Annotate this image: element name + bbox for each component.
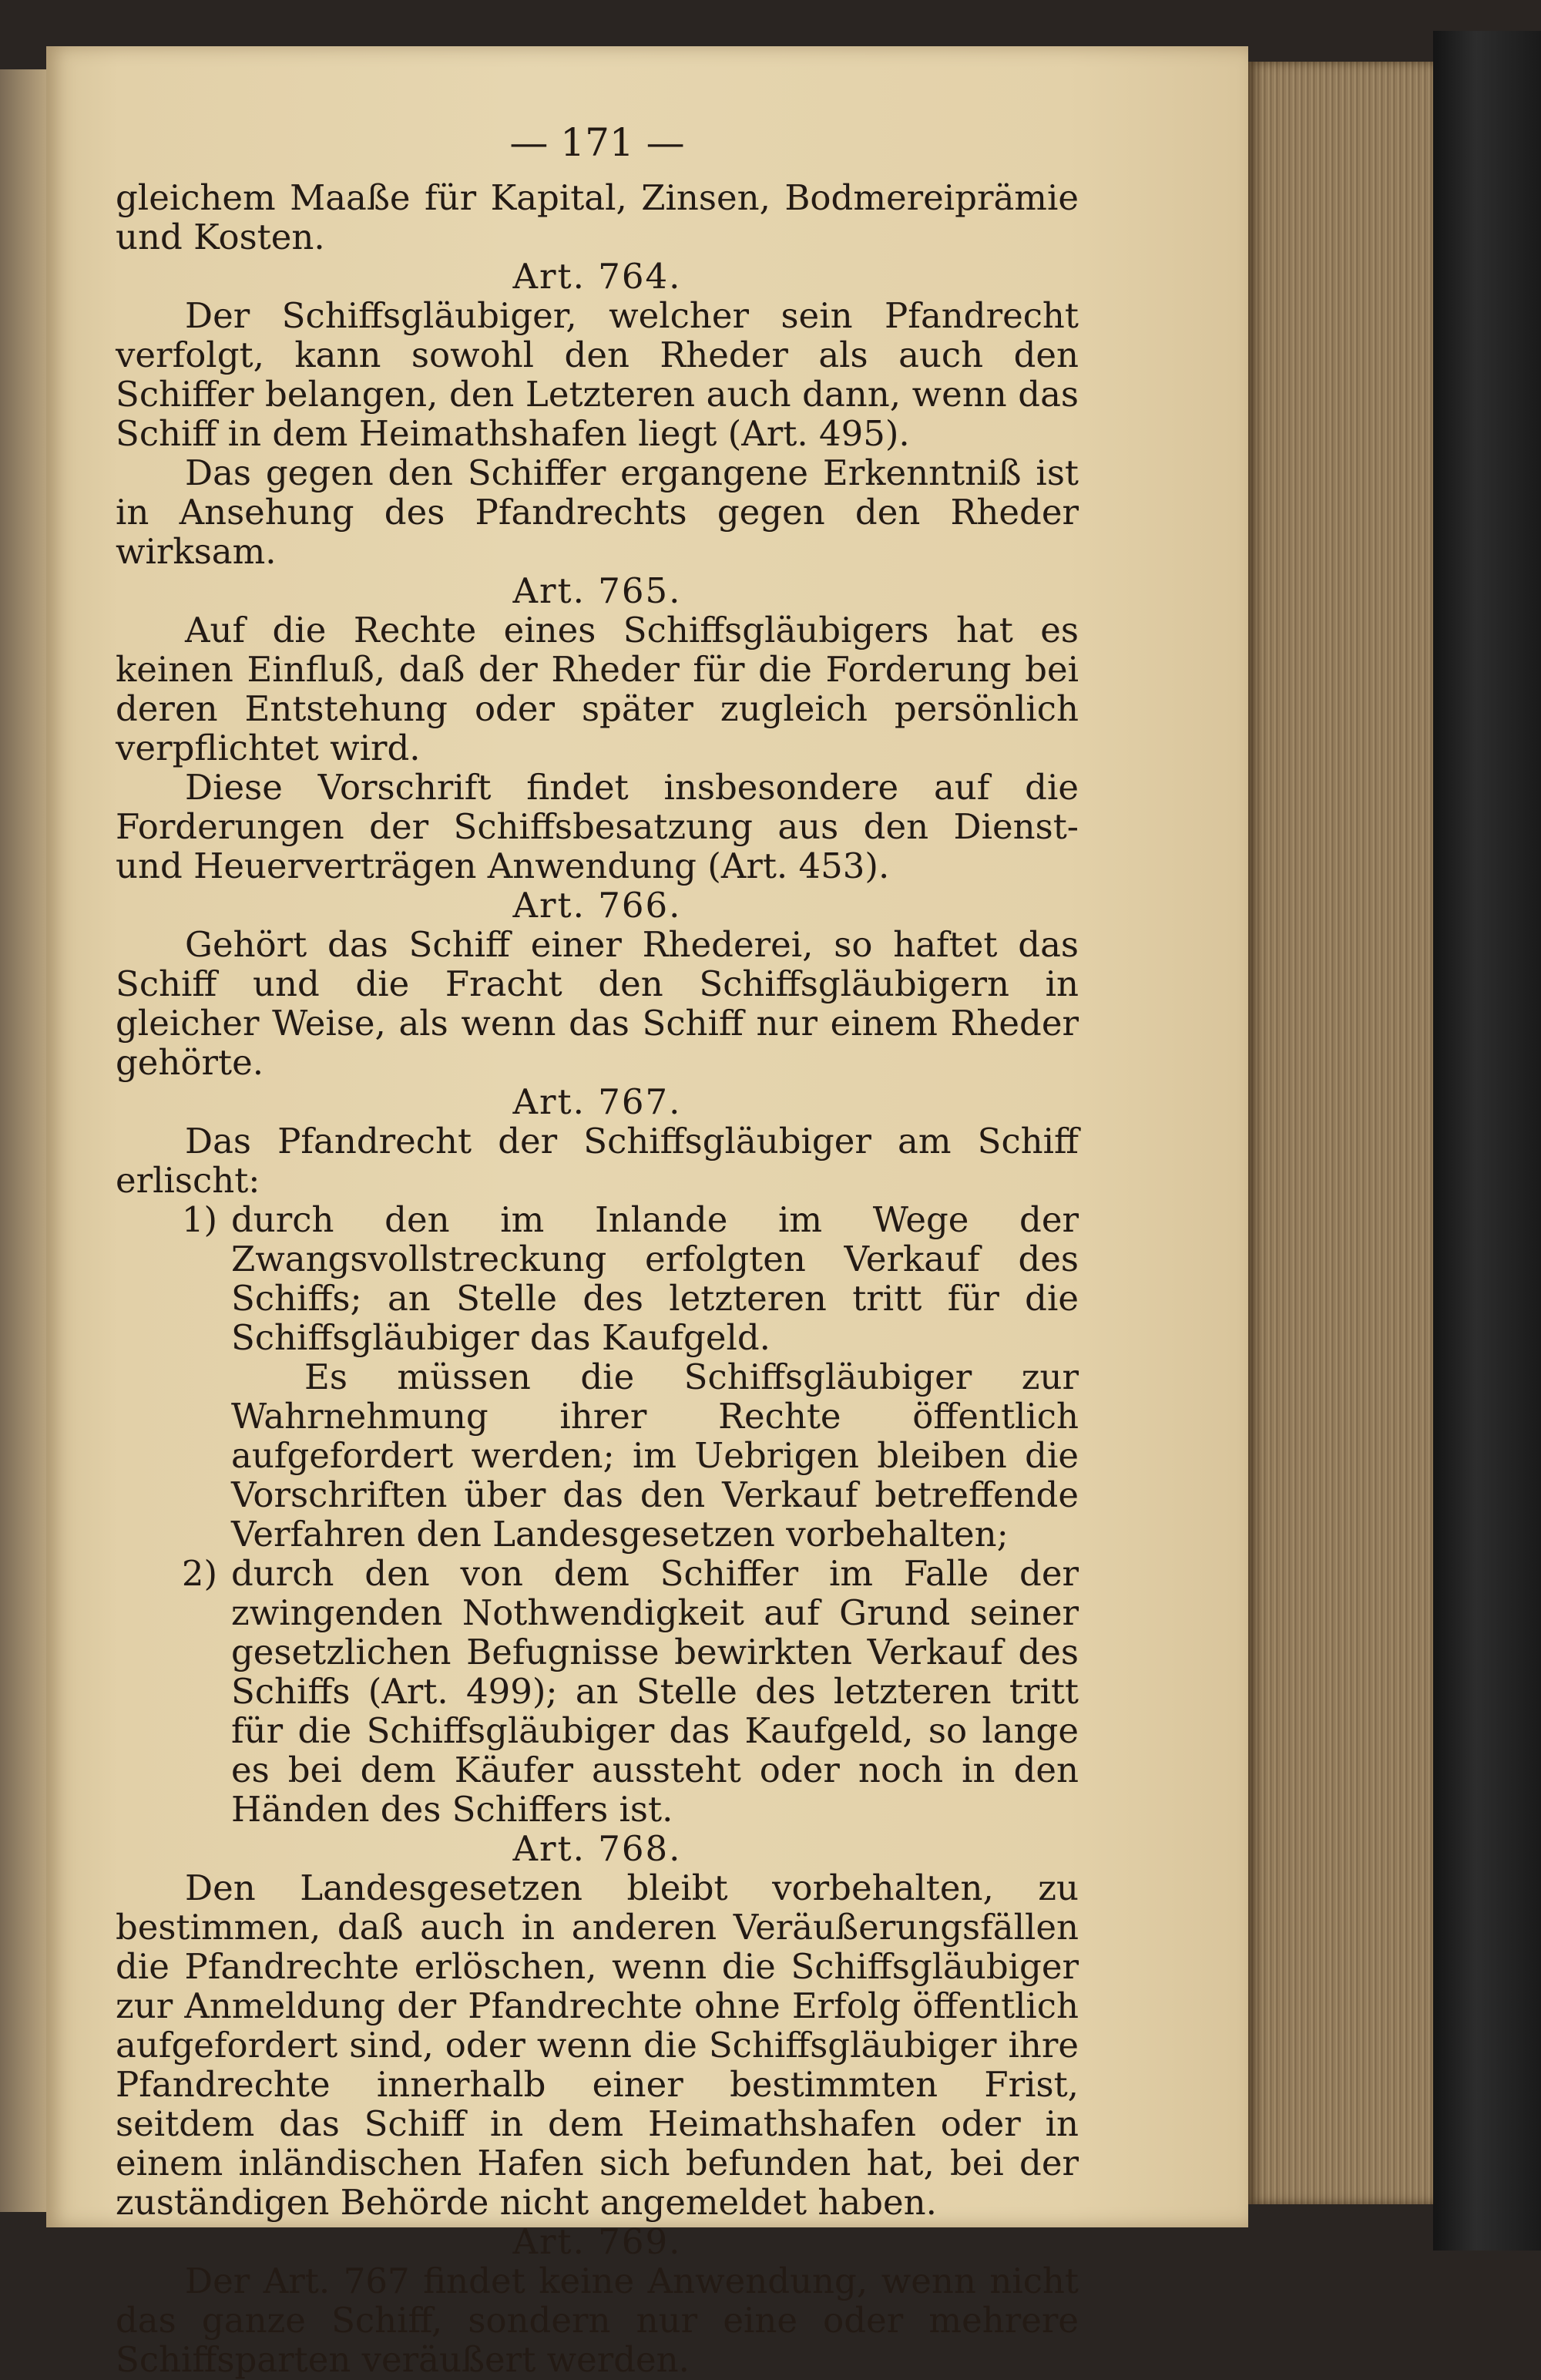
paragraph: Der Schiffsgläubiger, welcher sein Pfandrecht verfolgt, kann sowohl den Rheder als auch den Schiffer belangen, den Letzteren auch dann, wenn das Schiff in dem Heimathshafen liegt (Art. 495). bbox=[116, 295, 1079, 454]
paragraph: Auf die Rechte eines Schiffsgläubigers hat es keinen Einfluß, daß der Rheder für die Forderung bei deren Entstehung oder später zugleich persönlich verpflichtet wird. bbox=[116, 610, 1079, 768]
paragraph: Das Pfandrecht der Schiffsgläubiger am Schiff erlischt: bbox=[116, 1121, 1079, 1201]
article-heading: Art. 766. bbox=[512, 885, 682, 926]
facing-page-edge bbox=[0, 69, 46, 2212]
paragraph: Der Art. 767 findet keine Anwendung, wenn nicht das ganze Schiff, sondern nur eine oder mehrere Schiffsparten veräußert werden. bbox=[116, 2261, 1079, 2380]
book-cover bbox=[1433, 31, 1541, 2251]
paragraph: Das gegen den Schiffer ergangene Erkenntniß ist in Ansehung des Pfandrechts gegen den Rheder wirksam. bbox=[116, 452, 1079, 572]
article-heading: Art. 767. bbox=[512, 1081, 682, 1122]
list-item-text: durch den im Inlande im Wege der Zwangsvollstreckung erfolgten Verkauf des Schiffs; an Stelle des letzteren tritt für die Schiffsgläubiger das Kaufgeld. bbox=[231, 1199, 1079, 1358]
list-item-number: 2) bbox=[181, 1553, 217, 1594]
list-item bbox=[116, 1554, 1079, 1829]
paragraph: Den Landesgesetzen bleibt vorbehalten, zu bestimmen, daß auch in anderen Veräußerungsfällen die Pfandrechte erlöschen, wenn die Schiffsgläubiger zur Anmeldung der Pfandrechte ohne Erfolg öffentlich aufgefordert sind, oder wenn die Schiffsgläubiger ihre Pfandrechte innerhalb einer bestimmten Frist, seitdem das Schiff in dem Heimathshafen oder in einem inländischen Hafen sich befunden hat, bei der zuständigen Behörde nicht angemeldet haben. bbox=[116, 1867, 1079, 2223]
list-item-text: durch den von dem Schiffer im Falle der zwingenden Nothwendigkeit auf Grund seiner gesetzlichen Befugnisse bewirkten Verkauf des Schiffs (Art. 499); an Stelle des letzteren tritt für die Schiffsgläubiger das Kaufgeld, so lange es bei dem Käufer aussteht oder noch in den Händen des Schiffers ist. bbox=[231, 1553, 1079, 1830]
article-heading: Art. 764. bbox=[512, 256, 682, 297]
page-block-edge bbox=[1248, 62, 1433, 2204]
paragraph: gleichem Maaße für Kapital, Zinsen, Bodmereiprämie und Kosten. bbox=[116, 177, 1079, 257]
paragraph: Diese Vorschrift findet insbesondere auf die Forderungen der Schiffsbesatzung aus den Dienst- und Heuerverträgen Anwendung (Art. 453). bbox=[116, 767, 1079, 886]
page-number: — 171 — bbox=[509, 120, 685, 165]
article-heading: Art. 765. bbox=[512, 570, 682, 611]
list-item-number: 1) bbox=[181, 1199, 217, 1240]
paragraph: Gehört das Schiff einer Rhederei, so haftet das Schiff und die Fracht den Schiffsgläubigern in gleicher Weise, als wenn das Schiff nur einem Rheder gehörte. bbox=[116, 924, 1079, 1083]
list-item bbox=[116, 1200, 1079, 1357]
page-text bbox=[116, 120, 1079, 2380]
article-heading: Art. 768. bbox=[512, 1828, 682, 1869]
article-heading: Art. 769. bbox=[512, 2221, 682, 2262]
list-item-continuation: Es müssen die Schiffsgläubiger zur Wahrnehmung ihrer Rechte öffentlich aufgefordert werden; im Uebrigen bleiben die Vorschriften über das den Verkauf betreffende Verfahren den Landesgesetzen vorbehalten; bbox=[231, 1356, 1079, 1555]
